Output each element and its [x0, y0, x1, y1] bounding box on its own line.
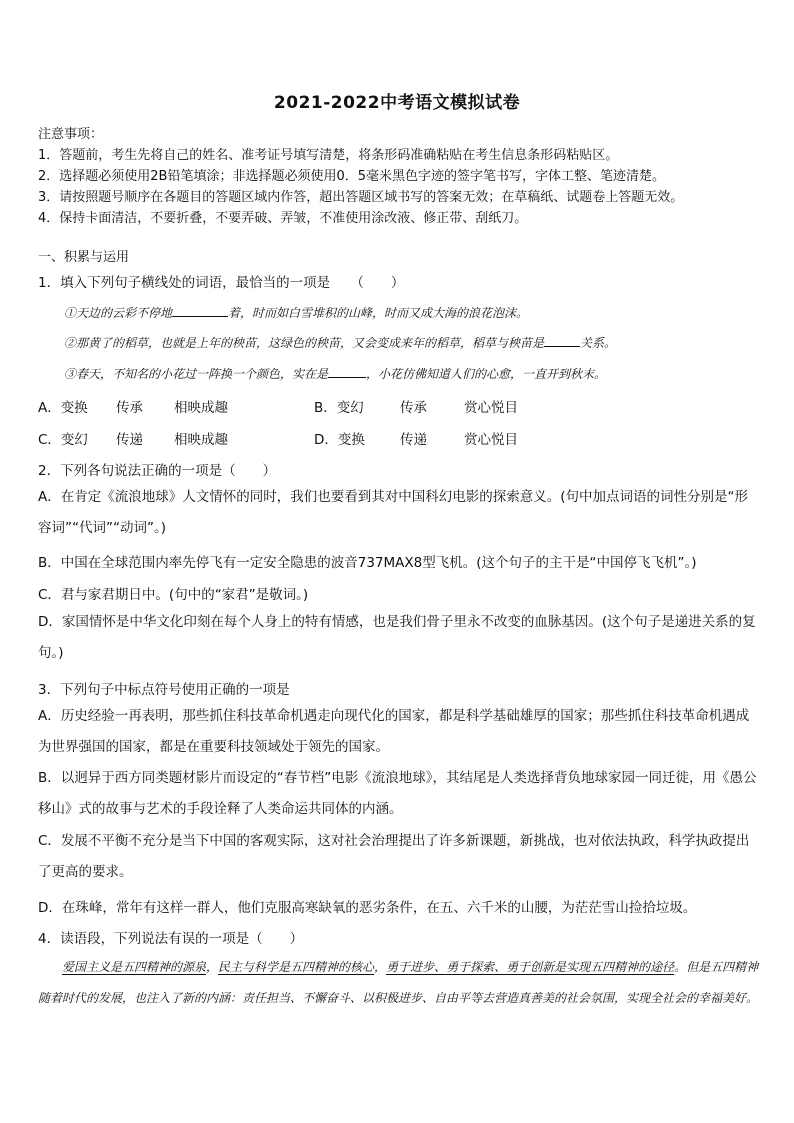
option-word-2: 传递 — [400, 432, 427, 448]
option-word-3: 相映成趣 — [174, 432, 228, 448]
option-word-3: 赏心悦目 — [464, 432, 518, 448]
q2-option-b: B．中国在全球范围内率先停飞有一定安全隐患的波音737MAX8型飞机。(这个句子的主干是“中国停飞飞机”。) — [38, 555, 697, 571]
option-word-2: 传承 — [116, 400, 143, 416]
q1-options-row-1 — [38, 396, 758, 416]
q1-options-row-2 — [38, 428, 758, 448]
question-3-stem: 3．下列句子中标点符号使用正确的一项是 — [38, 682, 290, 698]
answer-blank — [328, 365, 366, 378]
notice-item: 4．保持卡面清洁，不要折叠，不要弄破、弄皱，不准使用涂改液、修正带、刮纸刀。 — [38, 211, 528, 226]
question-1-stem: 1．填入下列句子横线处的词语，最恰当的一项是 （ ） — [38, 275, 405, 291]
answer-blank — [172, 304, 228, 317]
q3-option-a: A．历史经验一再表明，那些抓住科技革命机遇走向现代化的国家，都是科学基础雄厚的国家；那些抓住科技革命机遇成为世界强国的国家，都是在重要科技领域处于领先的国家。 — [38, 708, 750, 755]
option-word-2: 传递 — [116, 432, 143, 448]
answer-blank — [544, 334, 580, 347]
notice-heading: 注意事项： — [38, 127, 104, 142]
q1-sentence-1 — [64, 304, 764, 321]
passage-segment-3: 勇于进步、勇于探索、勇于创新是实现五四精神的途径 — [386, 960, 675, 974]
q3-option-c: C．发展不平衡不充分是当下中国的客观实际，这对社会治理提出了许多新课题，新挑战，也对依法执政，科学执政提出了更高的要求。 — [38, 833, 750, 880]
option-word-3: 赏心悦目 — [464, 400, 518, 416]
q1-sentence-2-part-b: 关系。 — [580, 336, 617, 350]
page-title: 2021-2022中考语文模拟试卷 — [273, 93, 521, 113]
q1-sentence-1-part-b: 着，时而如白雪堆积的山峰，时而又成大海的浪花泡沫。 — [228, 306, 529, 320]
passage-comma: ， — [206, 960, 219, 974]
notice-item: 1．答题前，考生先将自己的姓名、准考证号填写清楚，将条形码准确粘贴在考生信息条形码粘贴区。 — [38, 148, 619, 163]
passage-segment-1: 爱国主义是五四精神的源泉 — [62, 960, 207, 974]
notice-item: 2．选择题必须使用2B铅笔填涂；非选择题必须使用0．5毫米黑色字迹的签字笔书写，字体工整、笔迹清楚。 — [38, 169, 666, 184]
option-word-1: C．变幻 — [38, 432, 88, 448]
q2-option-a: A．在肯定《流浪地球》人文情怀的同时，我们也要看到其对中国科幻电影的探索意义。(句中加点词语的词性分别是“形容词”“代词”“动词”。) — [38, 489, 748, 536]
option-word-3: 相映成趣 — [174, 400, 228, 416]
q2-option-c: C．君与家君期日中。(句中的“家君”是敬词。) — [38, 587, 309, 603]
q1-sentence-3-part-a: ③春天，不知名的小花过一阵换一个颜色，实在是 — [64, 367, 329, 381]
q1-sentence-2 — [64, 334, 764, 351]
section-heading: 一、积累与运用 — [38, 250, 130, 265]
q4-passage — [38, 952, 760, 1014]
q3-option-d: D．在珠峰，常年有这样一群人，他们克服高寒缺氧的恶劣条件，在五、六千米的山腰，为茫茫雪山捡拾垃圾。 — [38, 900, 697, 916]
option-word-2: 传承 — [400, 400, 427, 416]
question-2-stem: 2．下列各句说法正确的一项是（ ） — [38, 463, 277, 479]
q1-option-c — [38, 428, 228, 448]
q3-option-b: B．以迥异于西方同类题材影片而设定的“春节档”电影《流浪地球》，其结尾是人类选择背负地球家园一同迁徙，用《愚公移山》式的故事与艺术的手段诠释了人类命运共同体的内涵。 — [38, 770, 757, 817]
notice-block — [38, 124, 758, 229]
q1-sentence-1-part-a: ①天边的云彩不停地 — [64, 306, 173, 320]
question-4-stem: 4．读语段，下列说法有误的一项是（ ） — [38, 931, 304, 947]
notice-item: 3．请按照题号顺序在各题目的答题区域内作答，超出答题区域书写的答案无效；在草稿纸、试题卷上答题无效。 — [38, 190, 684, 205]
option-word-1: B．变幻 — [314, 400, 364, 416]
q1-option-a — [38, 396, 228, 416]
q1-sentence-2-part-a: ②那黄了的稻草，也就是上年的秧苗，这绿色的秧苗，又会变成来年的稻草，稻草与秧苗是 — [64, 336, 545, 350]
option-word-1: A．变换 — [38, 400, 88, 416]
q1-sentence-3-part-b: ，小花仿佛知道人们的心愈，一直开到秋末。 — [366, 367, 607, 381]
q2-option-d: D．家国情怀是中华文化印刻在每个人身上的特有情感，也是我们骨子里永不改变的血脉基因。(这个句子是递进关系的复句。) — [38, 614, 756, 661]
q1-sentence-3 — [64, 365, 764, 382]
passage-comma: ， — [374, 960, 387, 974]
q1-option-b — [314, 396, 518, 416]
passage-segment-2: 民主与科学是五四精神的核心 — [218, 960, 375, 974]
q1-option-d — [314, 428, 518, 448]
option-word-1: D．变换 — [314, 432, 365, 448]
passage-rest: 。但是五四精神随着时代的发展，也注入了新的内涵：责任担当、不懈奋斗、以积极进步、自由平等去营造真善美的社会氛围，实现全社会的幸福美好。 — [38, 960, 759, 1005]
